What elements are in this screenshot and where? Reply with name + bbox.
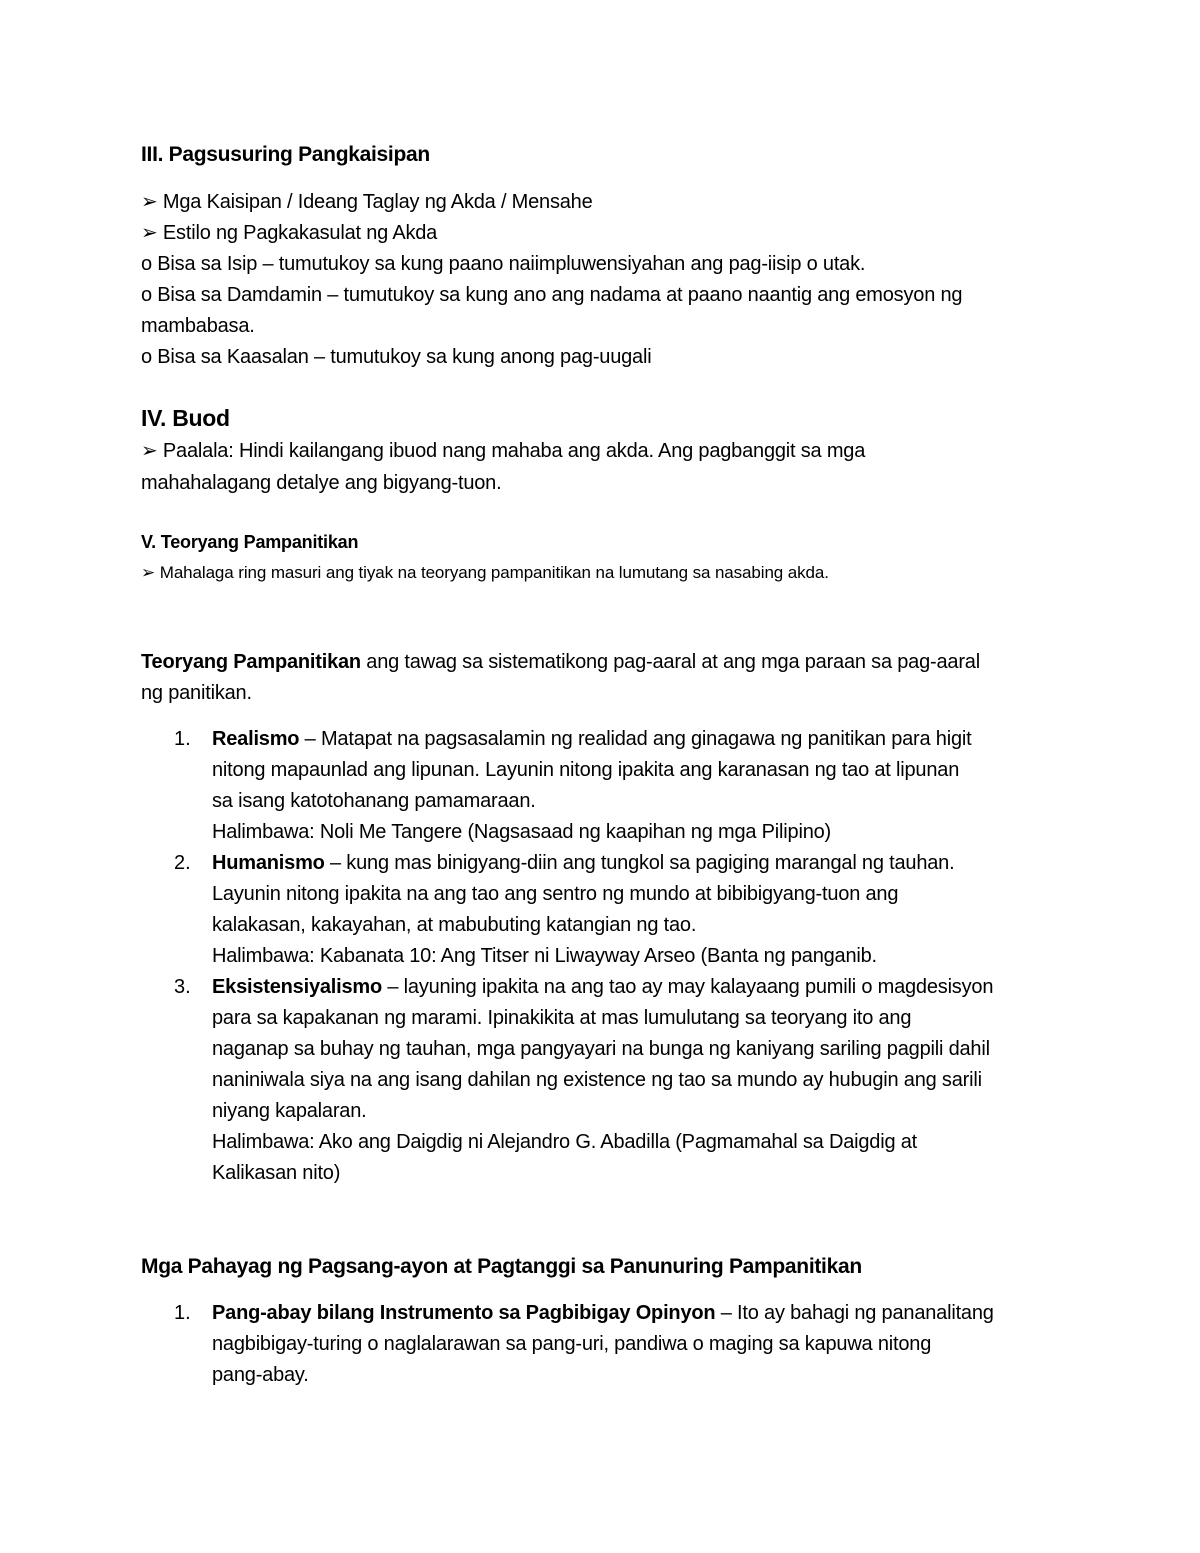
bullet-line: ➢ Paalala: Hindi kailangang ibuod nang mahaba ang akda. Ang pagbanggit sa mga [141,440,866,462]
sub-bullet-line: mambabasa. [141,315,255,337]
bullet-line: ➢ Mga Kaisipan / Ideang Taglay ng Akda / Mensahe [141,191,593,213]
sub-bullet-line: o Bisa sa Isip – tumutukoy sa kung paano naiimpluwensiyahan ang pag-iisip o utak. [141,253,866,275]
list-item-eksistensiyalismo [212,972,993,1003]
list-item-line: nitong mapaunlad ang lipunan. Layunin nitong ipakita ang karanasan ng tao at lipunan [212,759,960,781]
definition-paragraph [141,647,980,678]
list-item-example: Halimbawa: Kabanata 10: Ang Titser ni Liwayway Arseo (Banta ng panganib. [212,945,877,967]
section-heading-pahayag: Mga Pahayag ng Pagsang-ayon at Pagtanggi sa Panunuring Pampanitikan [141,1255,862,1278]
list-item-example: Halimbawa: Ako ang Daigdig ni Alejandro G. Abadilla (Pagmamahal sa Daigdig at [212,1131,918,1153]
section-heading-teoryang-pampanitikan: V. Teoryang Pampanitikan [141,532,359,552]
list-item-term: Pang-abay bilang Instrumento sa Pagbibigay Opinyon [212,1302,716,1324]
list-number: 3. [174,976,191,998]
list-item-term: Humanismo [212,852,325,874]
list-item-line: kalakasan, kakayahan, at mabubuting katangian ng tao. [212,914,697,936]
list-number: 1. [174,1302,191,1324]
definition-term: Teoryang Pampanitikan [141,651,361,673]
list-item-realismo [212,724,971,755]
list-item-term: Eksistensiyalismo [212,976,383,998]
list-item-text: – kung mas binigyang-diin ang tungkol sa pagiging marangal ng tauhan. [324,852,955,874]
section-heading-buod: IV. Buod [141,405,230,431]
bullet-line: ➢ Mahalaga ring masuri ang tiyak na teoryang pampanitikan na lumutang sa nasabing akda. [141,563,829,582]
section-heading-pagsusuring-pangkaisipan: III. Pagsusuring Pangkaisipan [141,143,430,166]
sub-bullet-line: o Bisa sa Damdamin – tumutukoy sa kung ano ang nadama at paano naantig ang emosyon ng [141,284,963,306]
list-item-term: Realismo [212,728,300,750]
list-item-line: sa isang katotohanang pamamaraan. [212,790,536,812]
definition-text: ang tawag sa sistematikong pag-aaral at ang mga paraan sa pag-aaral [360,651,980,673]
list-number: 1. [174,728,191,750]
list-item-text: – Ito ay bahagi ng pananalitang [715,1302,994,1324]
list-item-example: Halimbawa: Noli Me Tangere (Nagsasaad ng kaapihan ng mga Pilipino) [212,821,832,843]
list-item-line: para sa kapakanan ng marami. Ipinakikita at mas lumulutang sa teoryang ito ang [212,1007,912,1029]
list-item-line: Kalikasan nito) [212,1162,341,1184]
list-item-humanismo [212,848,954,879]
list-item-line: nagbibigay-turing o naglalarawan sa pang-uri, pandiwa o maging sa kapuwa nitong [212,1333,932,1355]
definition-paragraph-line: ng panitikan. [141,682,252,704]
sub-bullet-line: o Bisa sa Kaasalan – tumutukoy sa kung anong pag-uugali [141,346,652,368]
list-item-line: pang-abay. [212,1364,309,1386]
list-item-line: naganap sa buhay ng tauhan, mga pangyayari na bunga ng kaniyang sariling pagpili dahil [212,1038,990,1060]
list-number: 2. [174,852,191,874]
bullet-line: ➢ Estilo ng Pagkakasulat ng Akda [141,222,438,244]
bullet-line: mahahalagang detalye ang bigyang-tuon. [141,472,502,494]
list-item-text: – Matapat na pagsasalamin ng realidad ang ginagawa ng panitikan para higit [299,728,972,750]
list-item-line: niyang kapalaran. [212,1100,367,1122]
list-item-line: Layunin nitong ipakita na ang tao ang sentro ng mundo at bibibigyang-tuon ang [212,883,899,905]
list-item-text: – layuning ipakita na ang tao ay may kalayaang pumili o magdesisyon [382,976,994,998]
list-item-pang-abay [212,1298,994,1329]
list-item-line: naniniwala siya na ang isang dahilan ng existence ng tao sa mundo ay hubugin ang sarili [212,1069,982,1091]
